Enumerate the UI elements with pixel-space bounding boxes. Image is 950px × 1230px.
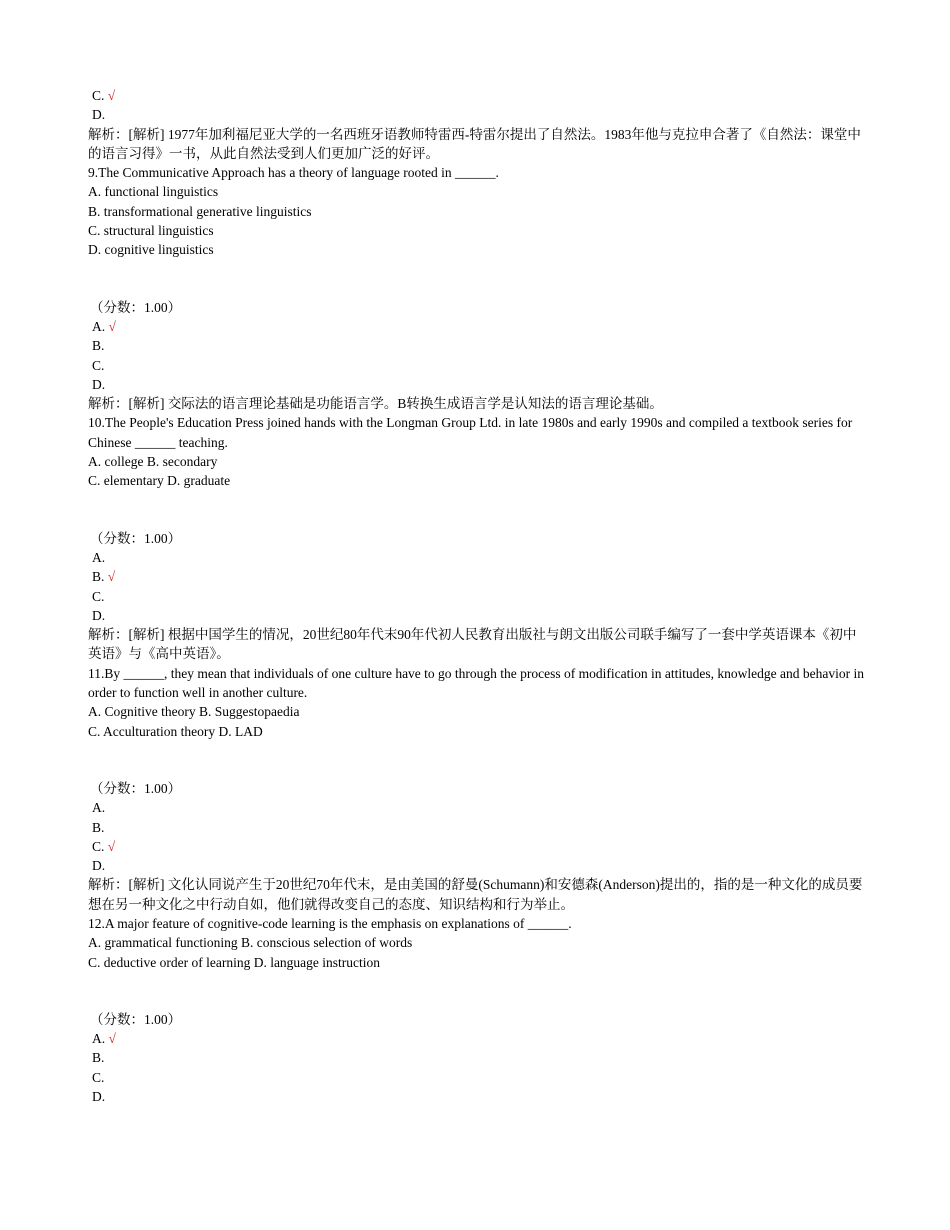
answer-option: D. [92, 107, 106, 123]
score-label: （分数：1.00） [90, 530, 182, 546]
choice-line: C. structural linguistics [88, 223, 214, 239]
answer-option: D. [92, 858, 106, 874]
check-mark-icon: √ [107, 569, 116, 585]
choice-line: C. deductive order of learning D. language instruction [88, 954, 381, 970]
analysis-text: 解析：[解析] 1977年加利福尼亚大学的一名西班牙语教师特雷西-特雷尔提出了自然法。1983年他与克拉申合著了《自然法：课堂中的语言习得》一书，从此自然法受到人们更加广泛的好评。 [88, 126, 861, 161]
question-block [88, 163, 868, 413]
answer-option: B. [92, 1050, 105, 1066]
analysis-text: 解析：[解析] 根据中国学生的情况，20世纪80年代末90年代初人民教育出版社与朗文出版公司联手编写了一套中学英语课本《初中英语》与《高中英语》。 [88, 627, 857, 662]
choice-line: C. Acculturation theory D. LAD [88, 723, 263, 739]
check-mark-icon: √ [107, 88, 116, 103]
answer-option: B. [92, 819, 105, 835]
answer-option: B. [92, 338, 105, 354]
question-text: 9.The Communicative Approach has a theory of language rooted in ______. [88, 165, 499, 181]
choice-line: A. grammatical functioning B. conscious selection of words [88, 935, 413, 951]
question-block [88, 664, 868, 914]
analysis-text: 解析：[解析] 文化认同说产生于20世纪70年代末，是由美国的舒曼(Schumann)和安德森(Anderson)提出的，指的是一种文化的成员要想在另一种文化之中行动自如，他们就得改变自己的态度、知识结构和行为举止。 [88, 877, 863, 912]
answer-option: A. √ [92, 318, 116, 334]
choice-line: C. elementary D. graduate [88, 473, 231, 489]
choice-line: B. transformational generative linguistics [88, 203, 312, 219]
answer-option: C. [92, 357, 105, 373]
answer-option: D. [92, 1089, 106, 1105]
score-label: （分数：1.00） [90, 1011, 182, 1027]
question-text: 12.A major feature of cognitive-code learning is the emphasis on explanations of ______. [88, 915, 572, 931]
answer-option: C. √ [92, 838, 116, 854]
analysis-text: 解析：[解析] 交际法的语言理论基础是功能语言学。B转换生成语言学是认知法的语言理论基础。 [88, 396, 663, 412]
answer-option: C. [92, 588, 105, 604]
answer-option: D. [92, 607, 106, 623]
score-label: （分数：1.00） [90, 780, 182, 796]
choice-line: A. Cognitive theory B. Suggestopaedia [88, 704, 300, 720]
check-mark-icon: √ [108, 318, 116, 334]
question-text: 11.By ______, they mean that individuals of one culture have to go through the process of modification in attitudes, knowledge and behavior in order to function well in another culture. [88, 665, 868, 701]
answer-option: C. [92, 1069, 105, 1085]
answer-option: A. [92, 549, 106, 565]
choice-line: A. functional linguistics [88, 184, 219, 200]
score-label: （分数：1.00） [90, 299, 182, 315]
question-block [88, 86, 868, 163]
question-text: 10.The People's Education Press joined hands with the Longman Group Ltd. in late 1980s and early 1990s and compiled a textbook series for Chinese ______ teaching. [88, 415, 856, 450]
choice-line: A. college B. secondary [88, 454, 218, 470]
answer-option: D. [92, 376, 106, 392]
choice-line: D. cognitive linguistics [88, 242, 214, 258]
document-page [88, 86, 868, 1106]
check-mark-icon: √ [107, 838, 116, 854]
question-block [88, 914, 868, 1106]
answer-option: C. √ [92, 88, 116, 103]
question-block [88, 413, 868, 663]
answer-option: B. √ [92, 569, 116, 585]
answer-option: A. √ [92, 1031, 116, 1047]
answer-option: A. [92, 800, 106, 816]
check-mark-icon: √ [108, 1031, 116, 1047]
